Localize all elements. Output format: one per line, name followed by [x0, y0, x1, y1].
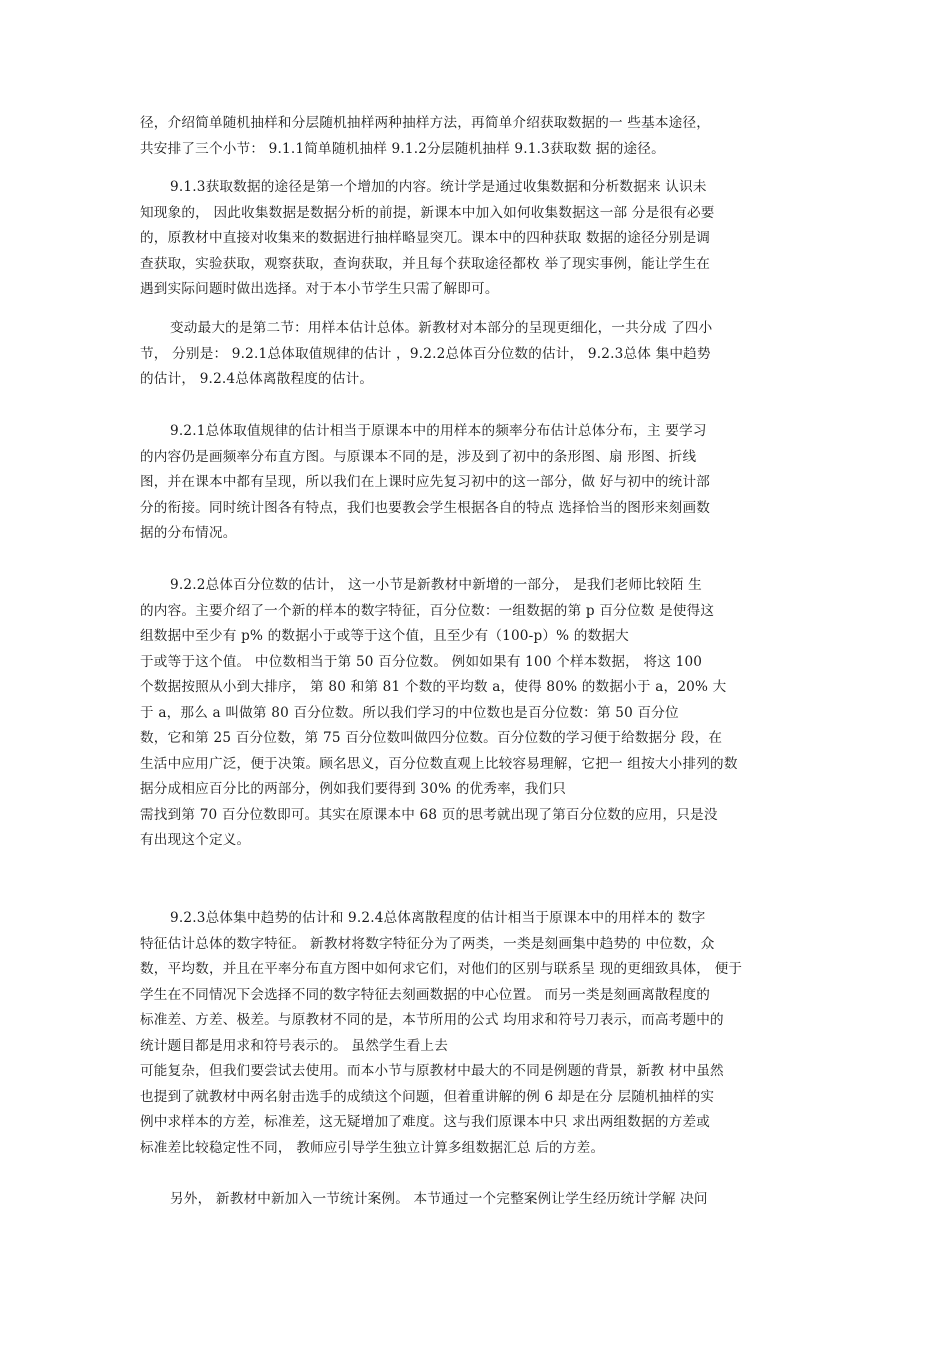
- text-line: 9.2.2总体百分位数的估计， 这一小节是新教材中新增的一部分， 是我们老师比较陌 生: [170, 577, 702, 593]
- text-line: 9.1.3获取数据的途径是第一个增加的内容。统计学是通过收集数据和分析数据来 认识未: [170, 179, 707, 195]
- text-line: 据分成相应百分比的两部分，例如我们要得到 30% 的优秀率，我们只: [140, 781, 567, 797]
- text-line: 于或等于这个值。 中位数相当于第 50 百分位数。 例如如果有 100 个样本数据， 将这 100: [140, 653, 703, 670]
- text-line: 据的分布情况。: [140, 525, 237, 541]
- text-line: 查获取，实验获取，观察获取，查询获取，并且每个获取途径都枚 举了现实事例，能让学生在: [140, 255, 711, 272]
- text-line: 径，介绍简单随机抽样和分层随机抽样两种抽样方法，再简单介绍获取数据的一 些基本途径，: [140, 115, 711, 131]
- text-line: 共安排了三个小节： 9.1.1简单随机抽样 9.1.2分层随机抽样 9.1.3获取数 据的途径。: [140, 140, 665, 157]
- paragraph-1: [140, 111, 808, 162]
- text-line: 组数据中至少有 p% 的数据小于或等于这个值，且至少有（100-p）% 的数据大: [140, 628, 629, 644]
- text-line: 节， 分别是： 9.2.1总体取值规律的估计 ，9.2.2总体百分位数的估计， 9.2.3总体 集中趋势: [140, 345, 711, 362]
- text-line: 9.2.1总体取值规律的估计相当于原课本中的用样本的频率分布估计总体分布，主 要学习: [170, 423, 707, 439]
- text-line: 数，平均数，并且在平率分布直方图中如何求它们，对他们的区别与联系呈 现的更细致具体， 便于: [140, 961, 743, 977]
- paragraph-4: [140, 419, 808, 547]
- paragraph-3: [140, 316, 808, 393]
- text-line: 的，原教材中直接对收集来的数据进行抽样略显突兀。课本中的四种获取 数据的途径分别是调: [140, 230, 711, 246]
- text-line: 特征估计总体的数字特征。 新教材将数字特征分为了两类，一类是刻画集中趋势的 中位数，众: [140, 935, 715, 952]
- text-line: 也提到了就教材中两名射击选手的成绩这个问题，但着重讲解的例 6 却是在分 层随机抽样的实: [140, 1088, 715, 1105]
- text-line: 知现象的， 因此收集数据是数据分析的前提，新课本中加入如何收集数据这一部 分是很有必要: [140, 204, 715, 221]
- paragraph-6: [140, 906, 808, 1161]
- text-line: 分的衔接。同时统计图各有特点，我们也要教会学生根据各自的特点 选择恰当的图形来刻画数: [140, 499, 711, 516]
- text-line: 标准差、方差、极差。与原教材不同的是，本节所用的公式 均用求和符号刀表示，而高考题中的: [140, 1012, 724, 1028]
- text-line: 遇到实际问题时做出选择。对于本小节学生只需了解即可。: [140, 281, 499, 297]
- paragraph-2: [140, 175, 808, 303]
- text-line: 有出现这个定义。: [140, 832, 251, 848]
- text-line: 例中求样本的方差，标准差，这无疑增加了难度。这与我们原课本中只 求出两组数据的方差或: [140, 1114, 711, 1130]
- paragraph-7: [140, 1187, 808, 1213]
- text-line: 的估计， 9.2.4总体离散程度的估计。: [140, 371, 374, 387]
- text-line: 另外， 新教材中新加入一节统计案例。 本节通过一个完整案例让学生经历统计学解 决问: [170, 1191, 708, 1207]
- paragraph-5: [140, 573, 808, 854]
- text-line: 图，并在课本中都有呈现，所以我们在上课时应先复习初中的这一部分，做 好与初中的统计部: [140, 474, 711, 490]
- text-line: 9.2.3总体集中趋势的估计和 9.2.4总体离散程度的估计相当于原课本中的用样本的 数字: [170, 910, 706, 926]
- text-line: 的内容仍是画频率分布直方图。与原课本不同的是，涉及到了初中的条形图、扇 形图、折线: [140, 448, 697, 465]
- text-line: 可能复杂，但我们要尝试去使用。而本小节与原教材中最大的不同是例题的背景，新教 材中虽然: [140, 1063, 724, 1079]
- text-line: 变动最大的是第二节：用样本估计总体。新教材对本部分的呈现更细化，一共分成 了四小: [170, 320, 713, 336]
- text-line: 生活中应用广泛，便于决策。顾名思义，百分位数直观上比较容易理解，它把一 组按大小排列的数: [140, 755, 738, 772]
- text-line: 标准差比较稳定性不同， 教师应引导学生独立计算多组数据汇总 后的方差。: [140, 1139, 605, 1156]
- text-line: 统计题目都是用求和符号表示的。 虽然学生看上去: [140, 1037, 448, 1054]
- text-line: 的内容。主要介绍了一个新的样本的数字特征，百分位数：一组数据的第 p 百分位数 是使得这: [140, 602, 715, 619]
- text-line: 学生在不同情况下会选择不同的数字特征去刻画数据的中心位置。 而另一类是刻画离散程度的: [140, 986, 711, 1003]
- text-line: 数，它和第 25 百分位数，第 75 百分位数叫做四分位数。百分位数的学习便于给数据分 段，在: [140, 730, 723, 746]
- text-line: 需找到第 70 百分位数即可。其实在原课本中 68 页的思考就出现了第百分位数的应用，只是没: [140, 806, 718, 823]
- text-line: 于 a，那么 a 叫做第 80 百分位数。所以我们学习的中位数也是百分位数：第 50 百分位: [140, 704, 679, 721]
- text-line: 个数据按照从小到大排序， 第 80 和第 81 个数的平均数 a，使得 80% 的数据小于 a，20% 大: [140, 679, 727, 695]
